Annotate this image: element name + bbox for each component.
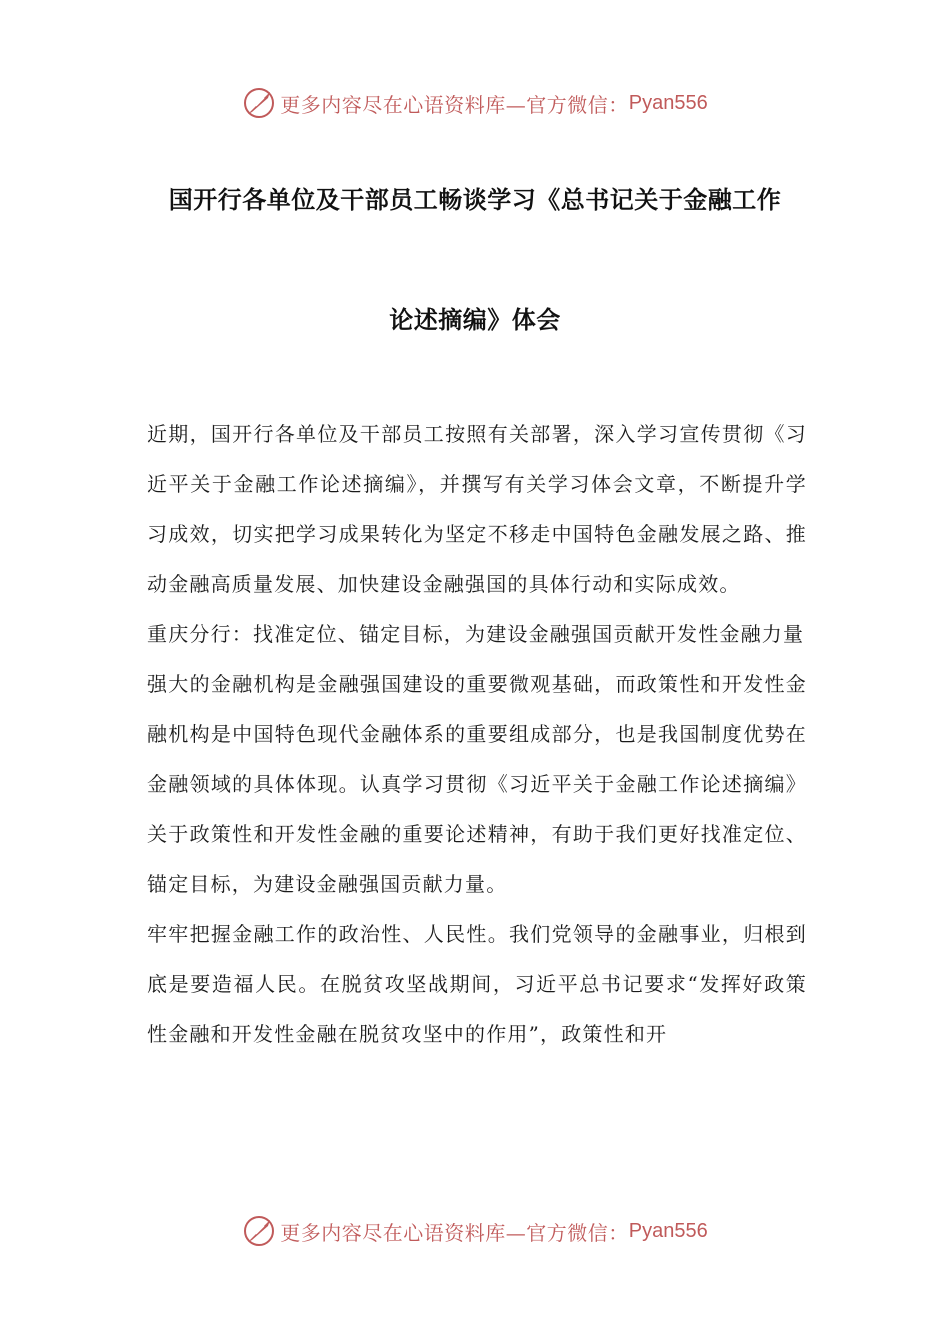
paragraph-intro: 近期，国开行各单位及干部员工按照有关部署，深入学习宣传贯彻《习近平关于金融工作论述摘编》，并撰写有关学习体会文章，不断提升学习成效，切实把学习成果转化为坚定不移走中国特色金融发展之路、推动金融高质量发展、加快建设金融强国的具体行动和实际成效。: [147, 422, 807, 596]
quill-pen-logo-icon: [242, 86, 276, 120]
quill-pen-logo-icon: [242, 1214, 276, 1248]
header-watermark: [0, 83, 950, 123]
paragraph-body-1: 强大的金融机构是金融强国建设的重要微观基础，而政策性和开发性金融机构是中国特色现代金融体系的重要组成部分，也是我国制度优势在金融领域的具体体现。认真学习贯彻《习近平关于金融工作论述摘编》关于政策性和开发性金融的重要论述精神，有助于我们更好找准定位、锚定目标，为建设金融强国贡献力量。: [147, 672, 807, 896]
document-title-line-1: 国开行各单位及干部员工畅谈学习《总书记关于金融工作: [168, 186, 782, 214]
footer-watermark: [0, 1211, 950, 1251]
document-body: [147, 409, 807, 1059]
watermark-text: 更多内容尽在心语资料库—官方微信：: [280, 92, 629, 117]
watermark-wechat-id: Pyan556: [628, 91, 708, 114]
watermark-wechat-id: Pyan556: [628, 1219, 708, 1242]
paragraph-body-2: 牢牢把握金融工作的政治性、人民性。我们党领导的金融事业，归根到底是要造福人民。在脱贫攻坚战期间，习近平总书记要求“发挥好政策性金融和开发性金融在脱贫攻坚中的作用”，政策性和开: [147, 922, 807, 1046]
document-title-line-2: 论述摘编》体会: [389, 306, 561, 334]
watermark-text: 更多内容尽在心语资料库—官方微信：: [280, 1220, 629, 1245]
paragraph-section-heading: 重庆分行：找准定位、锚定目标，为建设金融强国贡献开发性金融力量: [147, 622, 805, 646]
